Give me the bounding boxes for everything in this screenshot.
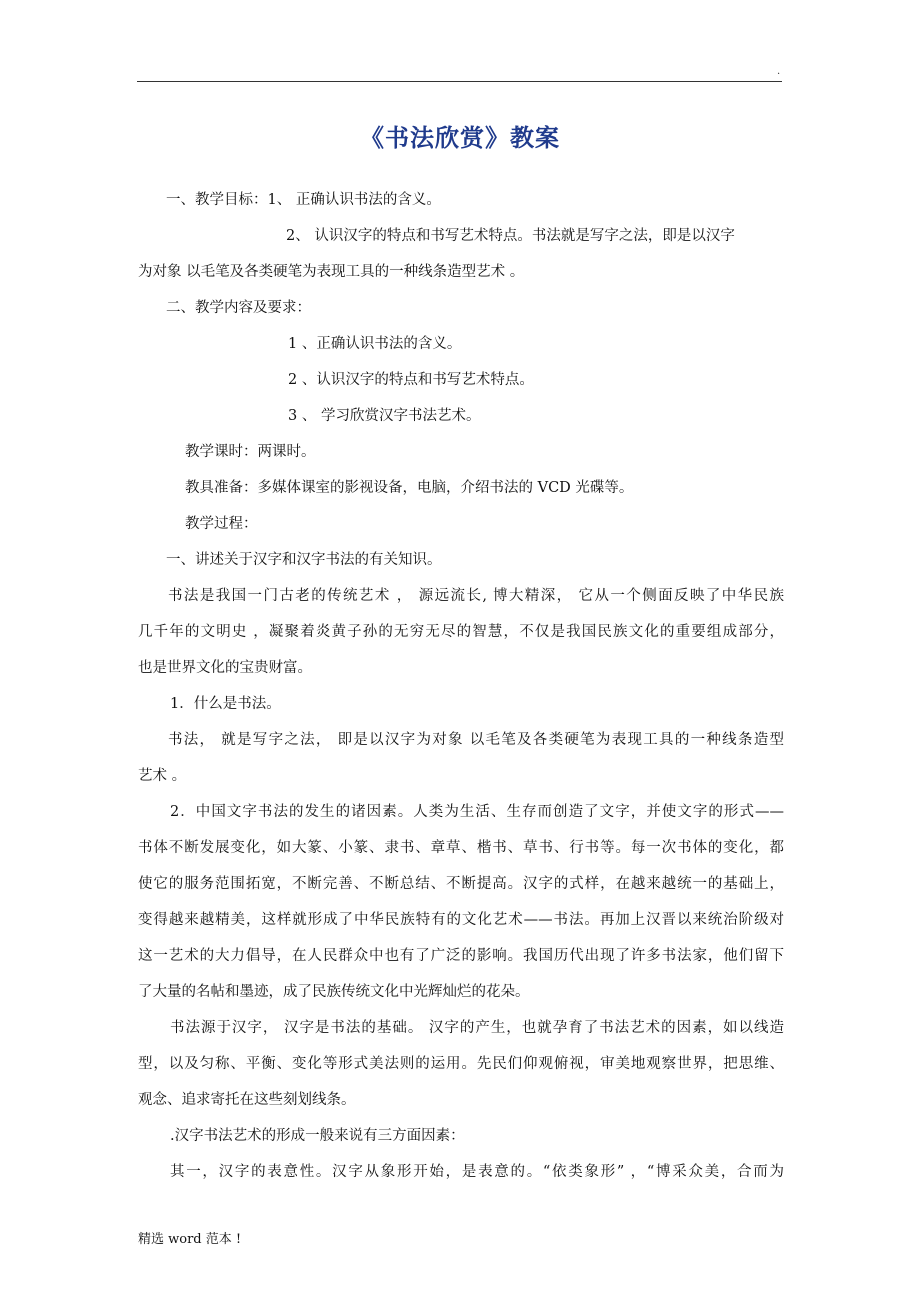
text-line: 书法， 就是写字之法， 即是以汉字为对象 以毛笔及各类硬笔为表现工具的一种线条造型	[168, 732, 784, 748]
text-line: 其一，汉字的表意性。汉字从象形开始，是表意的。“依类象形” ，“博采众美，合而为	[170, 1164, 784, 1180]
text-line: 二、教学内容及要求：	[166, 300, 311, 316]
text-line: 1 、正确认识书法的含义。	[288, 336, 462, 352]
text-line: 一、讲述关于汉字和汉字书法的有关知识。	[166, 552, 442, 568]
text-line: 艺术 。	[138, 768, 187, 784]
text-line: 2．中国文字书法的发生的诸因素。人类为生活、生存而创造了文字，并使文字的形式——	[170, 804, 784, 820]
text-line: 也是世界文化的宝贵财富。	[138, 660, 312, 676]
text-line: 观念、追求寄托在这些刻划线条。	[138, 1092, 356, 1108]
header-rule	[137, 81, 782, 82]
text-line: 这一艺术的大力倡导，在人民群众中也有了广泛的影响。我国历代出现了许多书法家，他们留下	[138, 948, 784, 964]
text-line: 教学过程：	[185, 516, 258, 532]
text-line: 书体不断发展变化，如大篆、小篆、隶书、章草、楷书、草书、行书等。每一次书体的变化，都	[138, 840, 784, 856]
header-dot: .	[777, 66, 781, 77]
text-line: 了大量的名帖和墨迹，成了民族传统文化中光辉灿烂的花朵。	[138, 984, 530, 1000]
text-line: 为对象 以毛笔及各类硬笔为表现工具的一种线条造型艺术 。	[138, 264, 525, 280]
text-line: 变得越来越精美，这样就形成了中华民族特有的文化艺术——书法。再加上汉晋以来统治阶级对	[138, 912, 784, 928]
document-title: 《书法欣赏》教案	[360, 123, 560, 152]
text-line: 教学课时：两课时。	[185, 444, 316, 460]
text-line: 书法源于汉字， 汉字是书法的基础。 汉字的产生，也就孕育了书法艺术的因素，如以线造	[170, 1020, 784, 1036]
text-line: 3 、 学习欣赏汉字书法艺术。	[288, 408, 481, 424]
text-line: 型，以及匀称、平衡、变化等形式美法则的运用。先民们仰观俯视，审美地观察世界，把思维、	[138, 1056, 784, 1072]
text-line: 几千年的文明史 ，凝聚着炎黄子孙的无穷无尽的智慧，不仅是我国民族文化的重要组成部分，	[138, 624, 784, 640]
text-line: 2、 认识汉字的特点和书写艺术特点。书法就是写字之法，即是以汉字	[286, 228, 735, 244]
text-line: 教具准备：多媒体课室的影视设备，电脑，介绍书法的 VCD 光碟等。	[185, 480, 634, 496]
page-footer: 精选 word 范本 !	[138, 1232, 242, 1247]
text-line: .汉字书法艺术的形成一般来说有三方面因素：	[170, 1128, 465, 1144]
text-line: 使它的服务范围拓宽，不断完善、不断总结、不断提高。汉字的式样，在越来越统一的基础上，	[138, 876, 784, 892]
text-line: 1．什么是书法。	[170, 696, 281, 712]
text-line: 2 、认识汉字的特点和书写艺术特点。	[288, 372, 534, 388]
text-line: 一、教学目标：1、 正确认识书法的含义。	[166, 192, 441, 208]
text-line: 书法是我国一门古老的传统艺术 ， 源远流长, 博大精深， 它从一个侧面反映了中华民族	[168, 588, 784, 604]
